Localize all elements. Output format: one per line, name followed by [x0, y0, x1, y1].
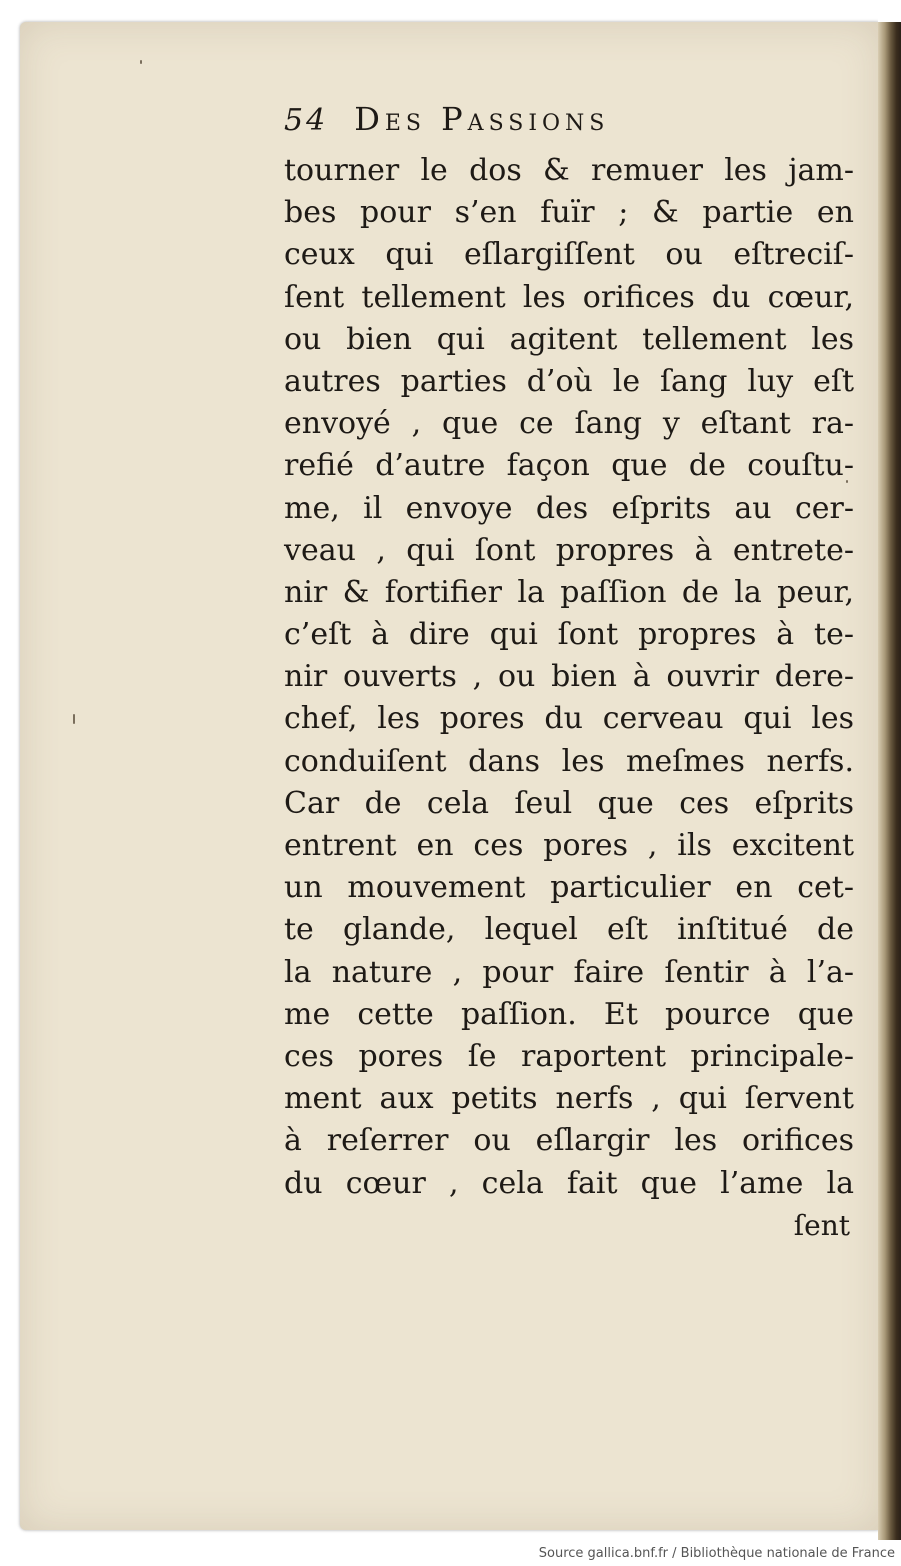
page-edge-corner [878, 0, 901, 22]
text-line: Car de cela ſeul que ces eſprits [284, 785, 854, 821]
page-number: 54 [284, 103, 329, 138]
text-line: nir ouverts , ou bien à ouvrir dere- [284, 659, 854, 695]
text-line: nir & fortifier la paſſion de la peur, [284, 574, 854, 610]
text-line: chef, les pores du cerveau qui les [284, 701, 854, 737]
ink-speck [140, 60, 142, 64]
ink-speck [73, 714, 75, 724]
text-line: ceux qui eſlargiſſent ou eſtreciſ- [284, 237, 854, 273]
text-line: entrent en ces pores , ils excitent [284, 828, 854, 863]
text-line: te glande, lequel eſt inſtitué de [284, 912, 854, 948]
running-head: Des Passions [354, 100, 610, 138]
text-line: à reſerrer ou eſlargir les orifices [284, 1123, 854, 1159]
text-line: autres parties d’où le ſang luy eſt [284, 363, 854, 399]
text-line: ces pores ſe raportent principale- [284, 1038, 854, 1074]
text-line: ou bien qui agitent tellement les [284, 321, 854, 357]
text-line: la nature , pour faire ſentir à l’a- [284, 954, 854, 990]
text-line: veau , qui ſont propres à entrete- [284, 532, 854, 568]
text-line: conduiſent dans les meſmes nerfs. [284, 743, 854, 779]
page-edge [878, 0, 901, 1540]
text-line: tourner le dos & remuer les jam- [284, 153, 854, 188]
text-line: refié d’autre façon que de couſtu- [284, 448, 854, 484]
text-line: ment aux petits nerfs , qui ſervent [284, 1081, 854, 1117]
text-line: un mouvement particulier en cet- [284, 870, 854, 906]
text-line: me cette paſſion. Et pource que [284, 996, 854, 1032]
text-line: c’eſt à dire qui ſont propres à te- [284, 617, 854, 653]
body-text [284, 150, 854, 1205]
page-header [284, 100, 854, 150]
text-line: bes pour s’en fuïr ; & partie en [284, 195, 854, 231]
text-block [284, 100, 854, 1247]
text-line: ſent tellement les orifices du cœur, [284, 279, 854, 315]
source-attribution: Source gallica.bnf.fr / Bibliothèque nationale de France [538, 1546, 895, 1561]
text-line: du cœur , cela fait que l’ame la [284, 1165, 854, 1201]
catchword: ſent [793, 1208, 850, 1242]
text-line: envoyé , que ce ſang y eſtant ra- [284, 406, 854, 442]
text-line: me, il envoye des eſprits au cer- [284, 490, 854, 526]
